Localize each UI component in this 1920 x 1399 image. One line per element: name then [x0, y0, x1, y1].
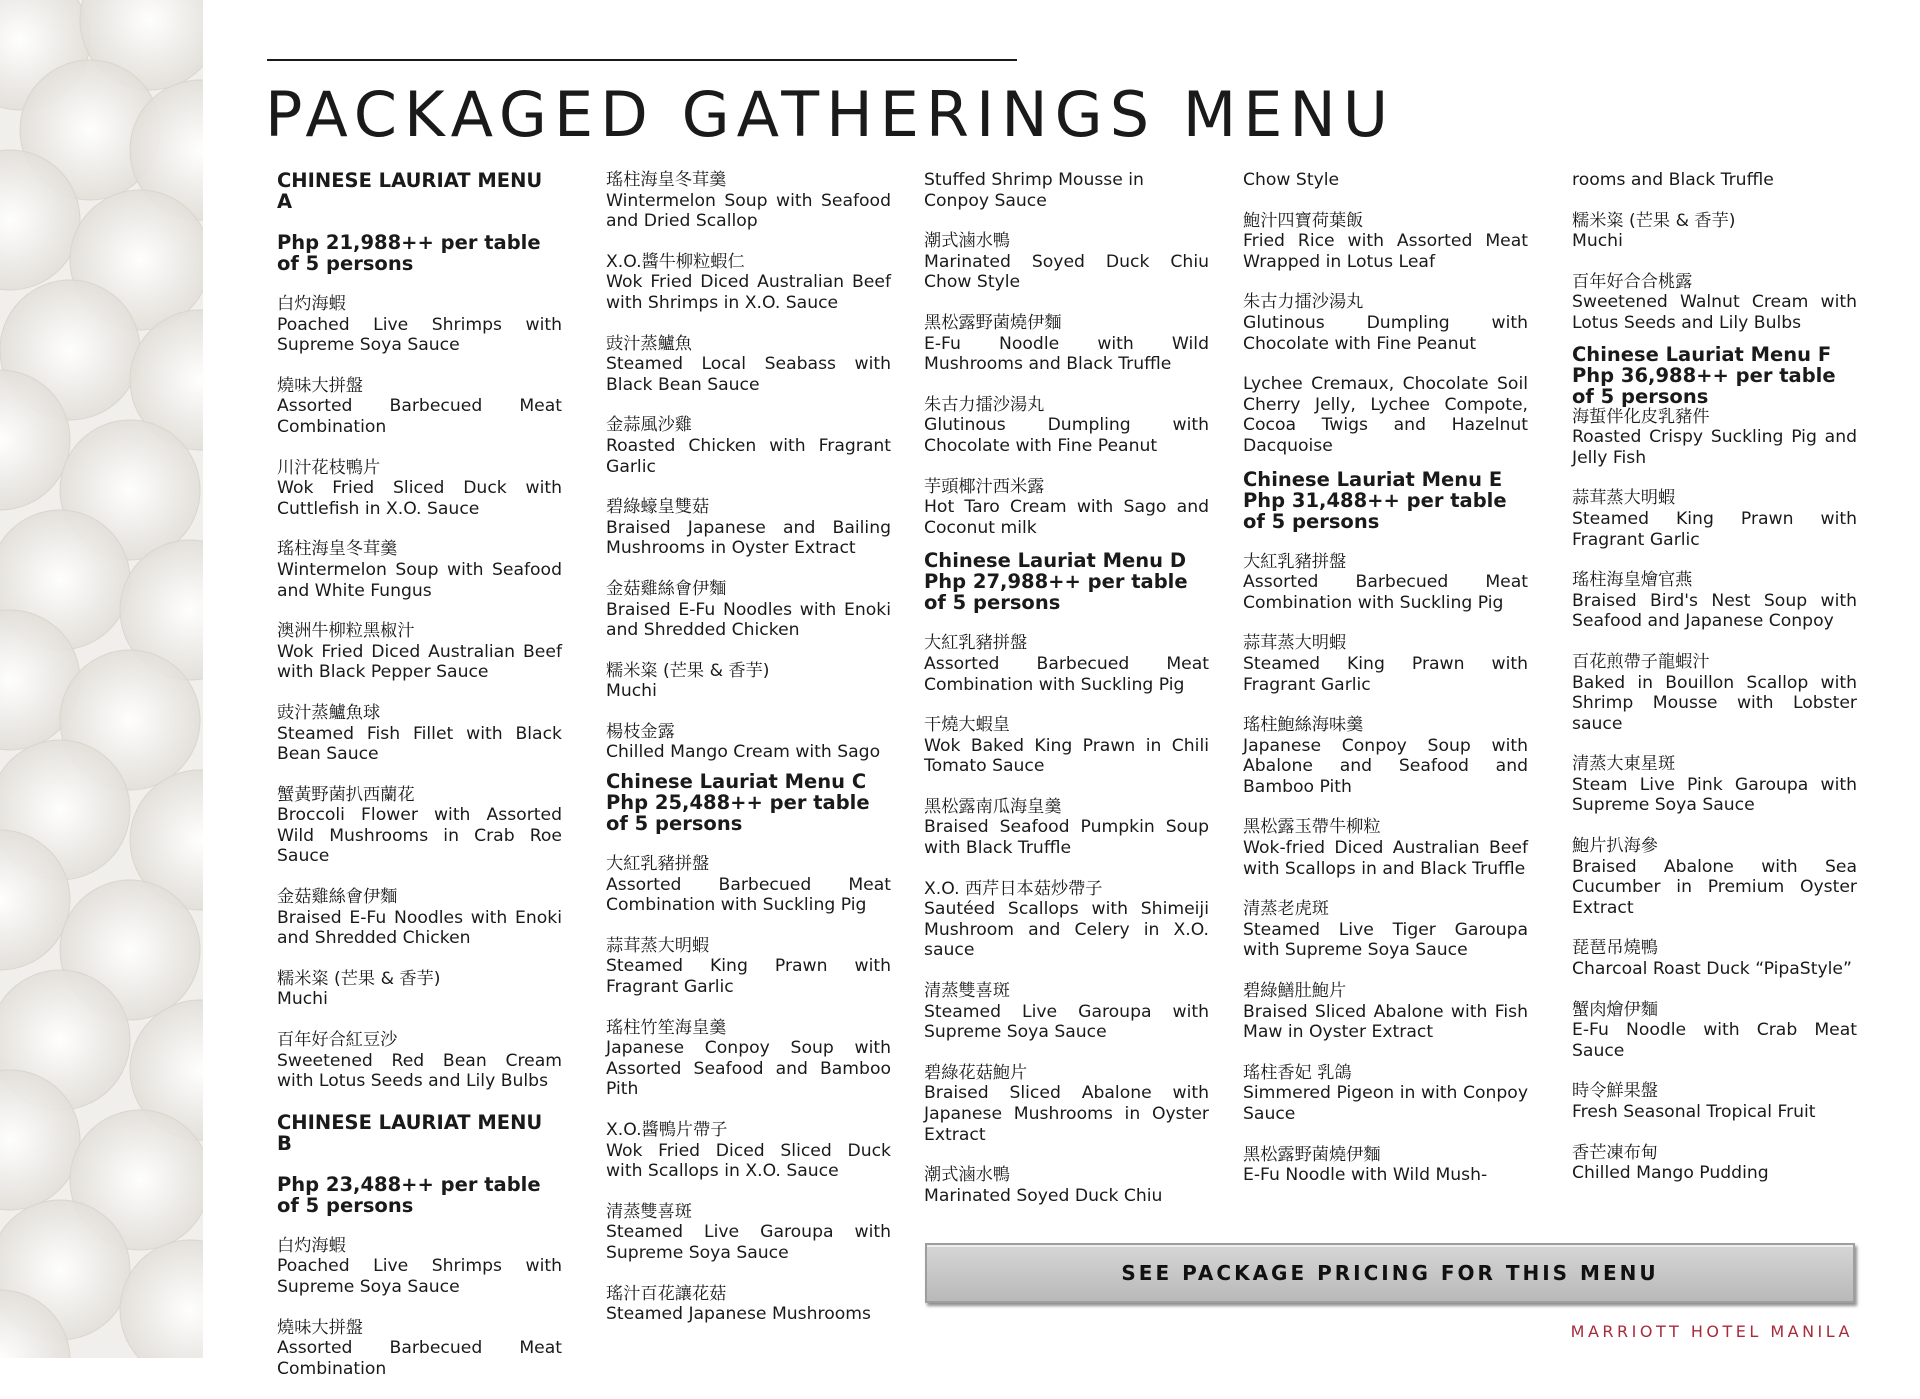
dish-english: Steamed King Prawn with Fragrant Garlic [606, 956, 891, 998]
menu-column-4 [1243, 170, 1528, 1206]
dish-english: Chilled Mango Cream with Sago [606, 742, 881, 763]
list-item [606, 170, 891, 232]
list-item [924, 1063, 1209, 1145]
dish-chinese: 豉汁蒸鱸魚 [606, 333, 692, 354]
list-item [1572, 836, 1857, 918]
list-item [277, 458, 562, 520]
decorative-sidebar [0, 0, 203, 1358]
list-item [1572, 407, 1857, 469]
dish-chinese: 大紅乳豬拼盤 [924, 633, 1028, 654]
dish-english: Steamed Japanese Mushrooms [606, 1304, 871, 1325]
dish-chinese: 蒜茸蒸大明蝦 [1243, 633, 1347, 654]
menu-e-heading: Chinese Lauriat Menu E [1243, 467, 1503, 491]
dish-chinese: 大紅乳豬拼盤 [1243, 551, 1347, 572]
list-item [1572, 938, 1857, 979]
dish-english: Japanese Conpoy Soup with Abalone and Seafood and Bamboo Pith [1243, 735, 1528, 797]
menu-c-heading: Chinese Lauriat Menu C [606, 770, 867, 794]
dish-english: Braised Sliced Abalone with Japanese Mushrooms in Oyster Extract [924, 1083, 1209, 1145]
dish-english: Poached Live Shrimps with Supreme Soya Sauce [277, 1256, 562, 1297]
dish-english: Wintermelon Soup with Seafood and White Fungus [277, 559, 562, 601]
list-item [606, 579, 891, 641]
menu-column-1 [277, 170, 562, 1399]
list-item [924, 1165, 1209, 1206]
list-item [277, 969, 562, 1010]
menu-f-price: Php 36,988++ per table of 5 persons [1572, 363, 1836, 408]
top-rule [267, 59, 1017, 61]
list-item [1572, 754, 1857, 816]
list-item [1243, 552, 1528, 614]
dish-chinese: 蟹肉燴伊麵 [1572, 999, 1658, 1020]
list-item [924, 313, 1209, 375]
dish-chinese: 黑松露玉帶牛柳粒 [1243, 817, 1381, 838]
dish-english: E-Fu Noodle with Wild Mush- [1243, 1165, 1488, 1186]
dish-chinese: 金蒜風沙雞 [606, 415, 692, 436]
dish-chinese: 瑤柱海皇冬茸羹 [277, 539, 398, 560]
dish-english: Braised Bird's Nest Soup with Seafood and Japanese Conpoy [1572, 590, 1857, 632]
dish-english: Assorted Barbecued Meat Combination with Suckling Pig [1243, 572, 1528, 613]
dish-english: Steamed Local Seabass with Black Bean Sauce [606, 354, 891, 395]
dish-english: Assorted Barbecued Meat Combination with Suckling Pig [606, 874, 891, 916]
list-item [1572, 272, 1857, 334]
dish-chinese: 碧綠花菇鮑片 [924, 1062, 1028, 1083]
dish-english: Glutinous Dumpling with Chocolate with Fine Peanut [1243, 312, 1528, 354]
dish-english: Steamed Fish Fillet with Black Bean Sauce [277, 723, 562, 765]
menu-b-heading: CHINESE LAURIAT MENU B [277, 1110, 543, 1155]
list-item [277, 1318, 562, 1380]
dish-english: Lychee Cremaux, Chocolate Soil Cherry Jelly, Lychee Compote, Cocoa Twigs and Hazelnut Dacquoise [1243, 374, 1528, 456]
dish-chinese: 干燒大蝦皇 [924, 715, 1010, 736]
menu-column-5 [1572, 170, 1857, 1204]
dish-chinese: 白灼海蝦 [277, 294, 346, 314]
dish-chinese: 燒味大拼盤 [277, 375, 363, 396]
dish-english: Marinated Soyed Duck Chiu Chow Style [924, 251, 1209, 293]
dish-english: Hot Taro Cream with Sago and Coconut milk [924, 497, 1209, 538]
dish-english: Steamed King Prawn with Fragrant Garlic [1572, 508, 1857, 550]
dish-chinese: 潮式滷水鴨 [924, 231, 1010, 252]
dish-english: Roasted Crispy Suckling Pig and Jelly Fish [1572, 427, 1857, 468]
menu-a-price: Php 21,988++ per table of 5 persons [277, 231, 541, 275]
list-item [1243, 1145, 1528, 1186]
dish-english: E-Fu Noodle with Wild Mushrooms and Black Truffle [924, 333, 1209, 375]
dish-chinese: 瑤柱海皇冬茸羹 [606, 170, 727, 190]
list-item [277, 1236, 562, 1298]
dish-chinese: 芋頭椰汁西米露 [924, 476, 1045, 497]
menu-a-heading: CHINESE LAURIAT MENU A [277, 169, 543, 213]
dish-chinese: 鮑片扒海參 [1572, 836, 1658, 857]
dish-english: E-Fu Noodle with Crab Meat Sauce [1572, 1020, 1857, 1061]
dish-chinese: 時令鮮果盤 [1572, 1081, 1658, 1102]
dish-chinese: 金菇雞絲會伊麵 [277, 887, 398, 908]
list-item [1572, 211, 1857, 252]
circle-pattern [0, 0, 203, 1358]
dish-english: Braised Japanese and Bailing Mushrooms in Oyster Extract [606, 517, 891, 559]
dish-chinese: 豉汁蒸鱸魚球 [277, 702, 381, 723]
dish-chinese: 瑤汁百花讓花菇 [606, 1283, 727, 1304]
dish-chinese: 朱古力擂沙湯丸 [1243, 292, 1364, 313]
dish-chinese: 糯米粢 (芒果 & 香芋) [606, 660, 770, 681]
dish-english: Charcoal Roast Duck “PipaStyle” [1572, 959, 1852, 980]
list-item [924, 879, 1209, 961]
dish-english: Wok Fried Diced Australian Beef with Black Pepper Sauce [277, 641, 562, 683]
dish-english: Simmered Pigeon in with Conpoy Sauce [1243, 1083, 1528, 1124]
list-item [606, 1120, 891, 1182]
menu-column-2 [606, 170, 891, 1345]
dish-english: Sautéed Scallops with Shimeiji Mushroom and Celery in X.O. sauce [924, 899, 1209, 961]
list-item [1243, 1063, 1528, 1125]
dish-english: Muchi [277, 989, 328, 1010]
dish-chinese: 香芒凍布甸 [1572, 1142, 1658, 1163]
dish-english: Baked in Bouillon Scallop with Shrimp Mousse with Lobster sauce [1572, 672, 1857, 734]
page-title: PACKAGED GATHERINGS MENU [265, 78, 1396, 151]
list-item [924, 231, 1209, 293]
dish-english: Roasted Chicken with Fragrant Garlic [606, 435, 891, 477]
dish-english: Steamed King Prawn with Fragrant Garlic [1243, 653, 1528, 695]
dish-english: Braised E-Fu Noodles with Enoki and Shredded Chicken [277, 907, 562, 949]
dish-chinese: 碧綠蠔皇雙菇 [606, 497, 710, 518]
dish-english: Braised Sliced Abalone with Fish Maw in Oyster Extract [1243, 1001, 1528, 1043]
list-item [1572, 1143, 1857, 1184]
dish-english: Muchi [606, 681, 657, 702]
dish-english-continued: Stuffed Shrimp Mousse in Conpoy Sauce [924, 170, 1144, 211]
menu-f-heading: Chinese Lauriat Menu F [1572, 342, 1832, 366]
dish-chinese: X.O. 西芹日本菇炒帶子 [924, 878, 1103, 899]
dish-chinese: 瑤柱鮑絲海味羹 [1243, 715, 1364, 736]
menu-b-price: Php 23,488++ per table of 5 persons [277, 1172, 541, 1217]
dish-chinese: 百年好合紅豆沙 [277, 1030, 398, 1051]
dish-english: Assorted Barbecued Meat Combination with Suckling Pig [924, 653, 1209, 695]
dish-english: Steamed Live Garoupa with Supreme Soya Sauce [924, 1001, 1209, 1043]
list-item [606, 722, 891, 763]
dish-english: Fresh Seasonal Tropical Fruit [1572, 1102, 1816, 1122]
list-item [1243, 211, 1528, 273]
dish-english: Wok-fried Diced Australian Beef with Scallops in and Black Truffle [1243, 838, 1528, 879]
list-item [277, 539, 562, 601]
dish-chinese: 燒味大拼盤 [277, 1317, 363, 1338]
list-item [606, 936, 891, 998]
dish-chinese: 瑤柱海皇燴官燕 [1572, 570, 1693, 591]
dish-english: Chilled Mango Pudding [1572, 1163, 1769, 1184]
dish-english: Steamed Live Tiger Garoupa with Supreme Soya Sauce [1243, 919, 1528, 961]
list-item [924, 981, 1209, 1043]
dish-english: Steam Live Pink Garoupa with Supreme Soya Sauce [1572, 774, 1857, 816]
dish-chinese: 清蒸大東星斑 [1572, 754, 1676, 775]
list-item [277, 1030, 562, 1092]
list-item [1572, 570, 1857, 632]
dish-english: Muchi [1572, 231, 1623, 252]
list-item [1572, 1081, 1857, 1122]
dish-english: Assorted Barbecued Meat Combination [277, 1338, 562, 1379]
dish-english: Steamed Live Garoupa with Supreme Soya Sauce [606, 1222, 891, 1263]
dish-chinese: 白灼海蝦 [277, 1235, 346, 1256]
list-item [277, 294, 562, 356]
dish-chinese: 潮式滷水鴨 [924, 1165, 1010, 1186]
dish-chinese: 清蒸雙喜斑 [924, 981, 1010, 1002]
dish-english-continued: rooms and Black Truffle [1572, 170, 1774, 190]
dish-chinese: 黑松露野菌燒伊麵 [1243, 1144, 1381, 1165]
dish-english: Braised Seafood Pumpkin Soup with Black Truffle [924, 817, 1209, 859]
list-item [606, 661, 891, 702]
list-item [924, 395, 1209, 457]
dish-chinese: 蒜茸蒸大明蝦 [1572, 488, 1676, 509]
list-item [606, 334, 891, 396]
dish-english-continued: Chow Style [1243, 170, 1340, 190]
dish-english: Broccoli Flower with Assorted Wild Mushrooms in Crab Roe Sauce [277, 805, 562, 867]
list-item [1572, 1000, 1857, 1062]
dish-english: Sweetened Red Bean Cream with Lotus Seeds and Lily Bulbs [277, 1050, 562, 1092]
dish-english: Wintermelon Soup with Seafood and Dried Scallop [606, 190, 891, 232]
list-item [1243, 633, 1528, 695]
list-item [1243, 981, 1528, 1043]
dish-english: Assorted Barbecued Meat Combination [277, 396, 562, 437]
dish-chinese: 瑤柱竹笙海皇羹 [606, 1017, 727, 1038]
list-item [277, 887, 562, 949]
dish-chinese: X.O.醬鴨片帶子 [606, 1120, 728, 1140]
list-item [606, 1284, 891, 1325]
list-item [924, 477, 1209, 539]
dish-english: Braised Abalone with Sea Cucumber in Premium Oyster Extract [1572, 856, 1857, 918]
dish-english: Poached Live Shrimps with Supreme Soya Sauce [277, 314, 562, 356]
dish-chinese: 琵琶吊燒鴨 [1572, 938, 1658, 959]
dish-english: Glutinous Dumpling with Chocolate with Fine Peanut [924, 415, 1209, 456]
list-item [1243, 292, 1528, 354]
brand-name: MARRIOTT HOTEL MANILA [1570, 1322, 1853, 1341]
list-item [1572, 652, 1857, 734]
list-item [277, 703, 562, 765]
menu-d-heading: Chinese Lauriat Menu D [924, 549, 1187, 573]
list-item [1243, 899, 1528, 961]
dish-chinese: 黑松露野菌燒伊麵 [924, 312, 1062, 333]
dish-chinese: 清蒸雙喜斑 [606, 1201, 692, 1222]
list-item [606, 1018, 891, 1100]
list-item [924, 715, 1209, 777]
dish-chinese: 大紅乳豬拼盤 [606, 854, 710, 875]
dish-chinese: 黑松露南瓜海皇羹 [924, 796, 1062, 817]
dish-english: Braised E-Fu Noodles with Enoki and Shredded Chicken [606, 599, 891, 641]
menu-e-price: Php 31,488++ per table of 5 persons [1243, 488, 1507, 533]
dish-chinese: 金菇雞絲會伊麵 [606, 578, 727, 599]
dish-english: Wok Baked King Prawn in Chili Tomato Sauce [924, 735, 1209, 777]
dish-chinese: 蟹黃野菌扒西蘭花 [277, 784, 415, 805]
list-item [606, 497, 891, 559]
list-item [606, 415, 891, 477]
menu-d-price: Php 27,988++ per table of 5 persons [924, 570, 1188, 615]
dish-chinese: 清蒸老虎斑 [1243, 899, 1329, 920]
dish-english: Wok Fried Diced Sliced Duck with Scallops in X.O. Sauce [606, 1140, 891, 1182]
list-item [924, 797, 1209, 859]
dish-chinese: 海蜇伴化皮乳豬件 [1572, 406, 1710, 427]
list-item [606, 854, 891, 916]
dish-chinese: 鮑汁四寶荷葉飯 [1243, 210, 1364, 231]
dish-chinese: 百年好合合桃露 [1572, 271, 1693, 292]
dish-english: Japanese Conpoy Soup with Assorted Seafood and Bamboo Pith [606, 1038, 891, 1100]
list-item [1243, 374, 1528, 456]
list-item [277, 376, 562, 438]
dish-chinese: 碧綠鱔肚鮑片 [1243, 981, 1347, 1002]
list-item [606, 252, 891, 314]
dish-chinese: 瑤柱香妃 乳鴿 [1243, 1062, 1352, 1083]
menu-c-price: Php 25,488++ per table of 5 persons [606, 791, 870, 836]
dish-chinese: X.O.醬牛柳粒蝦仁 [606, 251, 745, 272]
dish-chinese: 糯米粢 (芒果 & 香芋) [277, 968, 441, 989]
dish-chinese: 糯米粢 (芒果 & 香芋) [1572, 210, 1736, 231]
see-package-pricing-button[interactable]: SEE PACKAGE PRICING FOR THIS MENU [925, 1243, 1855, 1303]
dish-english: Fried Rice with Assorted Meat Wrapped in Lotus Leaf [1243, 231, 1528, 272]
list-item [277, 785, 562, 867]
list-item [1243, 715, 1528, 797]
dish-chinese: 百花煎帶子龍蝦汁 [1572, 651, 1710, 672]
dish-chinese: 蒜茸蒸大明蝦 [606, 935, 710, 956]
list-item [1572, 488, 1857, 550]
dish-chinese: 朱古力擂沙湯丸 [924, 394, 1045, 415]
dish-english: Wok Fried Sliced Duck with Cuttlefish in X.O. Sauce [277, 478, 562, 519]
list-item [924, 633, 1209, 695]
list-item [606, 1202, 891, 1264]
list-item [277, 621, 562, 683]
dish-chinese: 澳洲牛柳粒黑椒汁 [277, 621, 415, 642]
dish-english: Sweetened Walnut Cream with Lotus Seeds and Lily Bulbs [1572, 292, 1857, 333]
dish-chinese: 川汁花枝鴨片 [277, 457, 381, 478]
menu-column-3 [924, 170, 1209, 1226]
list-item [1243, 817, 1528, 879]
dish-english: Marinated Soyed Duck Chiu [924, 1185, 1163, 1206]
dish-english: Wok Fried Diced Australian Beef with Shrimps in X.O. Sauce [606, 272, 891, 313]
dish-chinese: 楊枝金露 [606, 721, 675, 742]
